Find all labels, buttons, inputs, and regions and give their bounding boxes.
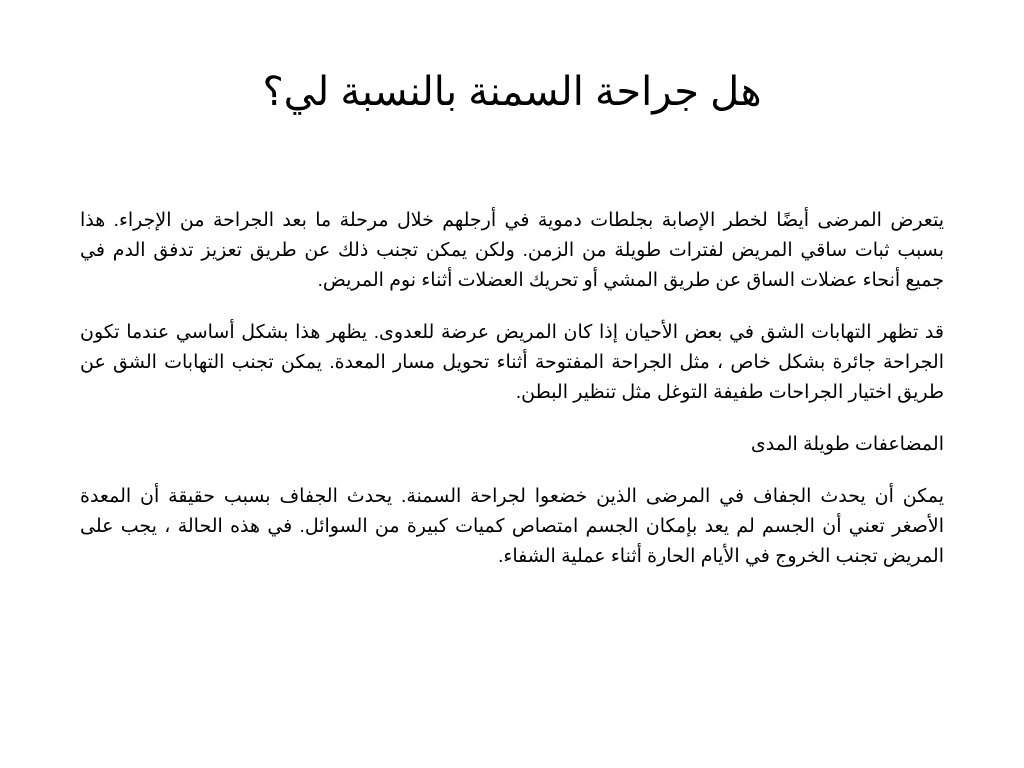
paragraph-incision-infections: قد تظهر التهابات الشق في بعض الأحيان إذا كان المريض عرضة للعدوى. يظهر هذا بشكل أساسي عندما تكون الجراحة جائرة بشكل خاص ، مثل الجراحة المفتوحة أثناء تحويل مسار المعدة. يمكن تجنب التهابات الشق عن طريق اختيار الجراحات طفيفة التوغل مثل تنظير البطن. [80,322,944,403]
slide-body [80,206,944,594]
subheading-long-term-complications: المضاعفات طويلة المدى [750,434,944,455]
slide-title: هل جراحة السمنة بالنسبة لي؟ [262,70,762,114]
paragraph-blood-clots: يتعرض المرضى أيضًا لخطر الإصابة بجلطات دموية في أرجلهم خلال مرحلة ما بعد الجراحة من الإجراء. هذا بسبب ثبات ساقي المريض لفترات طويلة من الزمن. ولكن يمكن تجنب ذلك عن طريق تعزيز تدفق الدم في جميع أنحاء عضلات الساق عن طريق المشي أو تحريك العضلات أثناء نوم المريض. [80,210,944,291]
paragraph-dehydration: يمكن أن يحدث الجفاف في المرضى الذين خضعوا لجراحة السمنة. يحدث الجفاف بسبب حقيقة أن المعدة الأصغر تعني أن الجسم لم يعد بإمكان الجسم امتصاص كميات كبيرة من السوائل. في هذه الحالة ، يجب على المريض تجنب الخروج في الأيام الحارة أثناء عملية الشفاء. [80,486,944,567]
